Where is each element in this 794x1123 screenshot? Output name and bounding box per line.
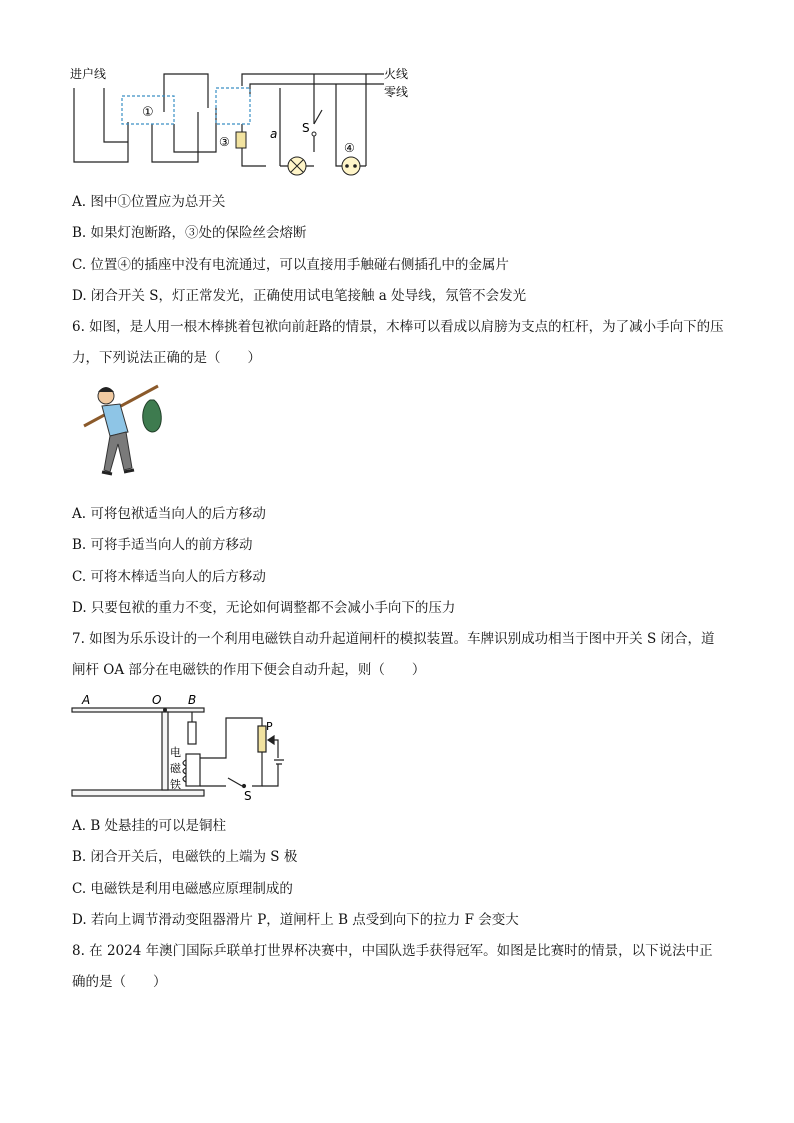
man-carrying-bundle-illustration — [80, 380, 172, 490]
q7-option-d: D. 若向上调节滑动变阻器滑片 P，道闸杆上 B 点受到向下的拉力 F 会变大 — [72, 912, 519, 928]
label-p: P — [266, 720, 273, 733]
socket-4-label: ④ — [344, 141, 355, 155]
label-s: S — [244, 789, 252, 803]
socket-icon — [342, 157, 360, 175]
electromagnet-gate-diagram — [66, 690, 316, 806]
q7-option-c: C. 电磁铁是利用电磁感应原理制成的 — [72, 881, 293, 897]
q6-option-d: D. 只要包袱的重力不变，无论如何调整都不会减小手向下的压力 — [72, 600, 456, 616]
magnet-label-3: 铁 — [170, 778, 181, 791]
box-2 — [216, 88, 250, 124]
box-3-label: ③ — [219, 135, 230, 149]
q5-option-d: D. 闭合开关 S，灯正常发光，正确使用试电笔接触 a 处导线，氖管不会发光 — [72, 288, 527, 304]
box-1-label: ① — [142, 105, 154, 120]
q5-option-c: C. 位置④的插座中没有电流通过，可以直接用手触碰右侧插孔中的金属片 — [72, 257, 509, 273]
q7-option-b: B. 闭合开关后，电磁铁的上端为 S 极 — [72, 849, 298, 865]
point-a-label: a — [270, 127, 278, 141]
q6-stem: 6. 如图，是人用一根木棒挑着包袱向前赶路的情景，木棒可以看成以肩膀为支点的杠杆，为了减小手向下的压力，下列说法正确的是（ ） — [72, 319, 724, 366]
q7-option-a: A. B 处悬挂的可以是铜柱 — [72, 818, 227, 834]
barrier-gate-figure — [66, 690, 316, 806]
household-circuit-diagram — [66, 62, 416, 182]
man-with-stick-figure — [80, 380, 172, 490]
q8-stem: 8. 在 2024 年澳门国际乒联单打世界杯决赛中，中国队选手获得冠军。如图是比赛时的情景，以下说法中正确的是（ ） — [72, 943, 713, 990]
q6-option-c: C. 可将木棒适当向人的后方移动 — [72, 569, 266, 585]
label-o: O — [152, 693, 162, 707]
fuse-3 — [236, 132, 246, 148]
label-b: B — [188, 693, 197, 707]
q6-option-b: B. 可将手适当向人的前方移动 — [72, 537, 253, 553]
neutral-wire-label: 零线 — [384, 85, 409, 99]
live-wire-label: 火线 — [384, 67, 409, 81]
magnet-label-2: 磁 — [170, 762, 181, 775]
q5-option-a: A. 图中①位置应为总开关 — [72, 194, 226, 210]
q7-stem: 7. 如图为乐乐设计的一个利用电磁铁自动升起道闸杆的模拟装置。车牌识别成功相当于图中开关 S 闭合，道闸杆 OA 部分在电磁铁的作用下便会自动升起，则（ ） — [72, 631, 715, 678]
q5-option-b: B. 如果灯泡断路，③处的保险丝会熔断 — [72, 225, 307, 241]
switch-s-label: S — [302, 121, 310, 135]
rheostat — [258, 726, 266, 752]
inlet-label: 进户线 — [70, 67, 107, 81]
magnet-label-1: 电 — [170, 746, 181, 759]
label-a: A — [82, 693, 91, 707]
q6-option-a: A. 可将包袱适当向人的后方移动 — [72, 506, 266, 522]
household-circuit-figure — [66, 62, 416, 182]
